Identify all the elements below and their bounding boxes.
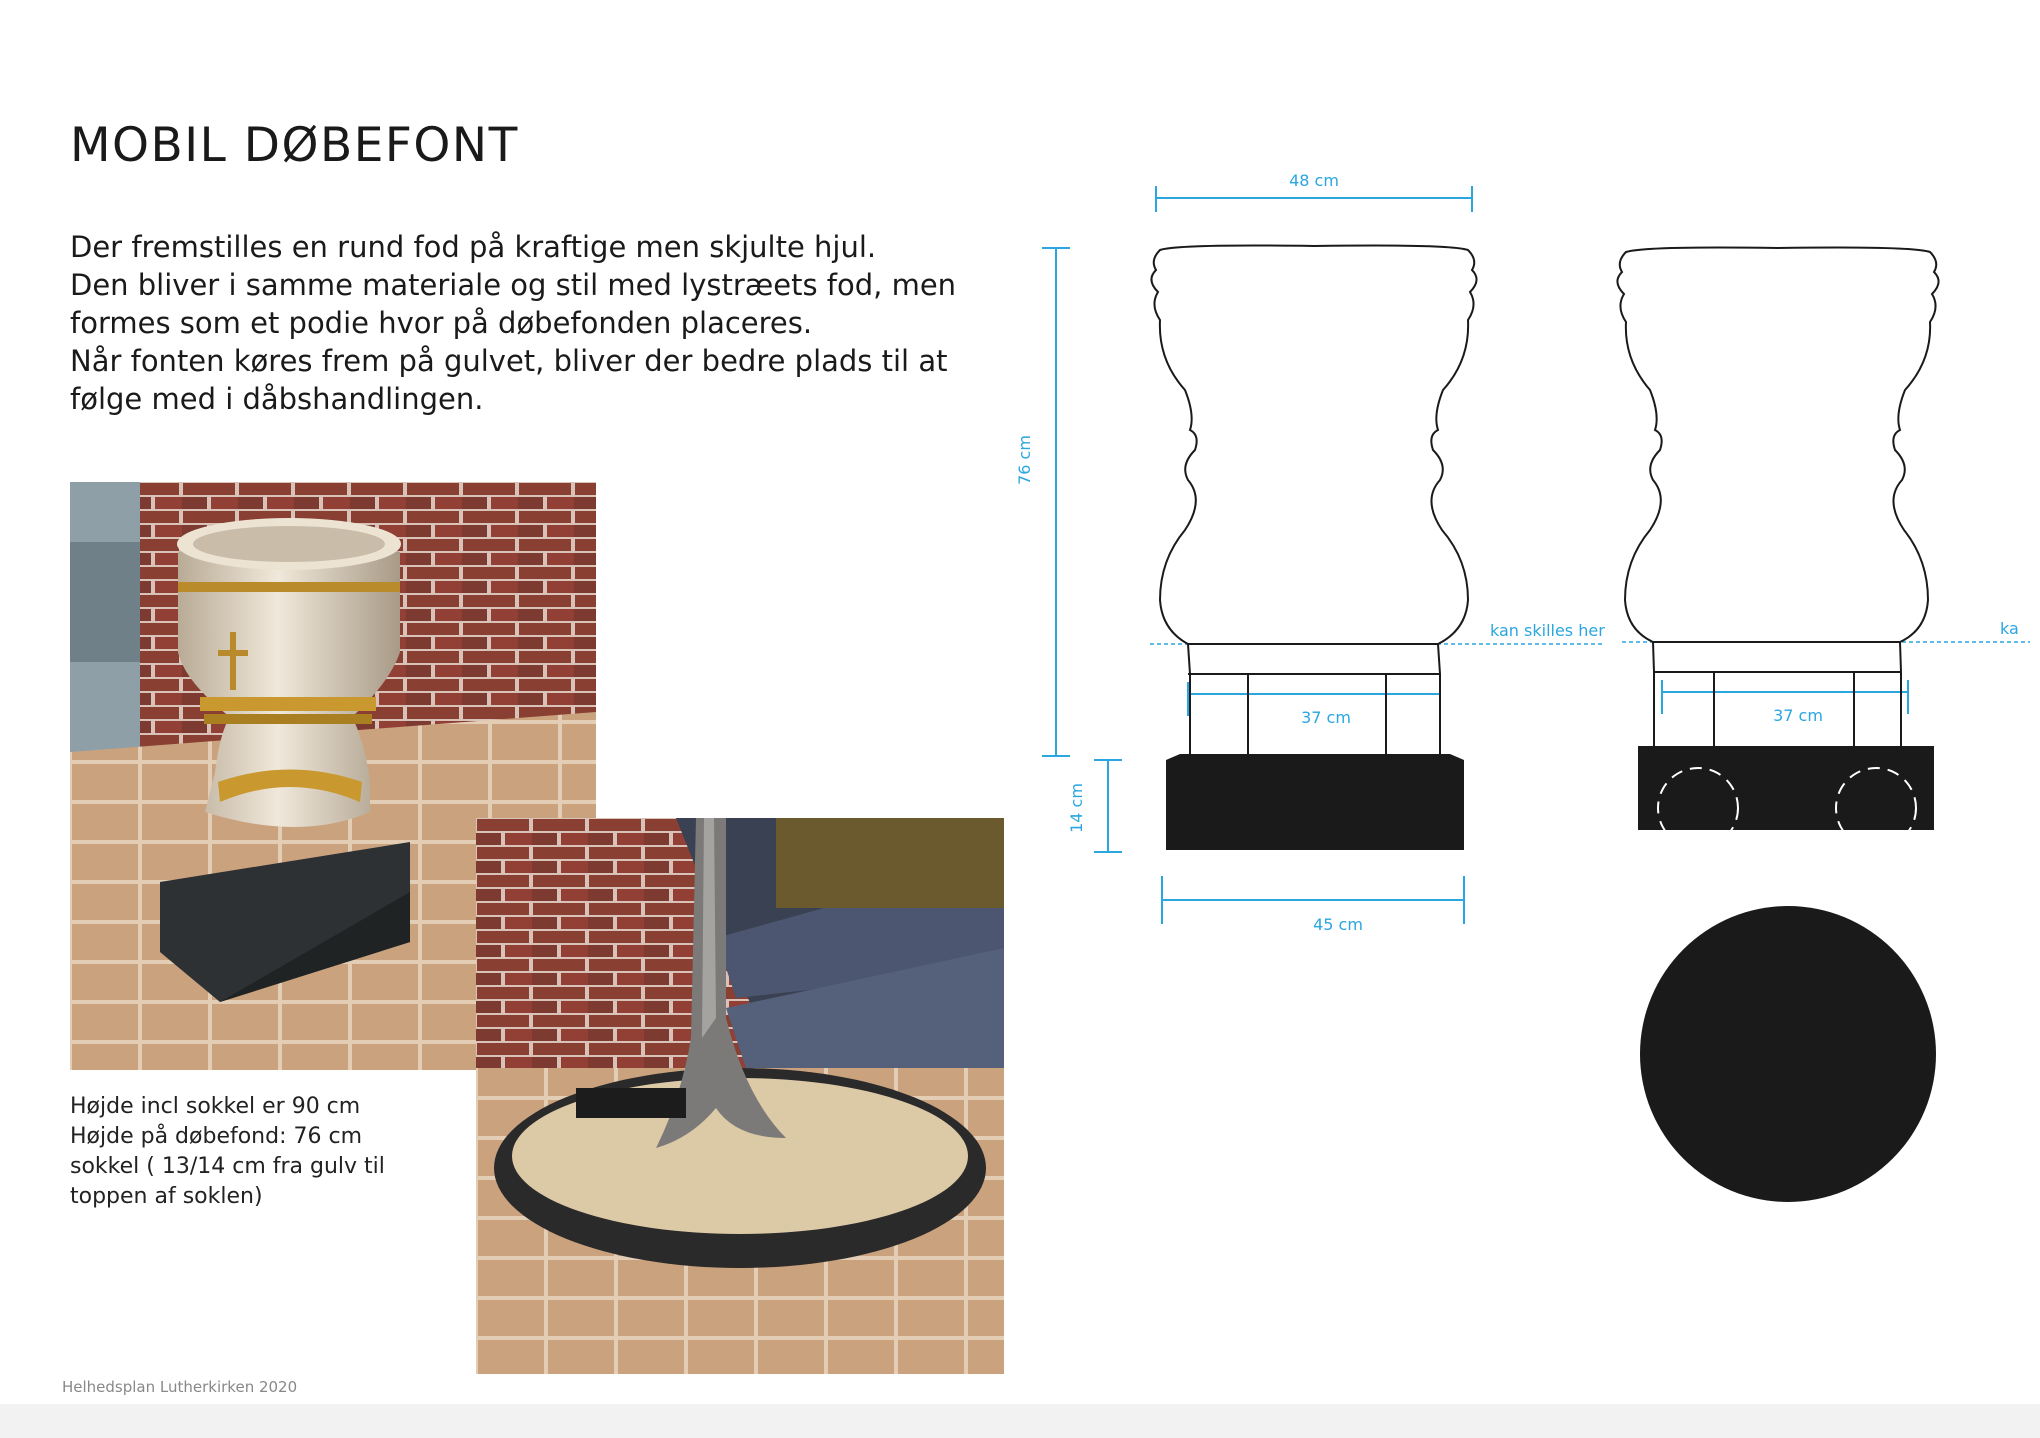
footer-text: Helhedsplan Lutherkirken 2020 xyxy=(62,1378,298,1396)
caption-line: Højde på døbefond: 76 cm xyxy=(70,1124,363,1149)
caption-line: toppen af soklen) xyxy=(70,1184,263,1209)
split-label-left: kan skilles her xyxy=(1490,621,1605,640)
base-plinth-side-left xyxy=(1166,754,1464,850)
intro-line: Der fremstilles en rund fod på kraftige men skjulte hjul. xyxy=(70,230,877,264)
dim-label-neck-left: 37 cm xyxy=(1301,708,1351,727)
technical-drawing xyxy=(990,160,2040,1220)
dim-label-top-width: 48 cm xyxy=(1289,171,1339,190)
dim-label-font-height: 76 cm xyxy=(1015,435,1034,485)
round-base-top-view xyxy=(1640,906,1936,1202)
intro-line: følge med i dåbshandlingen. xyxy=(70,382,484,416)
intro-line: Når fonten køres frem på gulvet, bliver der bedre plads til at xyxy=(70,344,948,378)
caption-line: Højde incl sokkel er 90 cm xyxy=(70,1094,361,1119)
dim-label-neck-right: 37 cm xyxy=(1773,706,1823,725)
split-label-right: ka xyxy=(2000,619,2019,638)
caption-line: sokkel ( 13/14 cm fra gulv til xyxy=(70,1154,385,1179)
intro-line: Den bliver i samme materiale og stil med lystræets fod, men xyxy=(70,268,957,302)
dim-label-base-height: 14 cm xyxy=(1067,783,1086,833)
intro-line: formes som et podie hvor på døbefonden placeres. xyxy=(70,306,813,340)
intro-text xyxy=(70,228,1030,418)
page-title: MOBIL DØBEFONT xyxy=(70,118,519,173)
base-plinth-side-right xyxy=(1638,746,1934,830)
caption-text xyxy=(70,1092,385,1212)
tree-tray-photo xyxy=(476,818,1004,1374)
dim-label-base-width: 45 cm xyxy=(1313,915,1363,934)
